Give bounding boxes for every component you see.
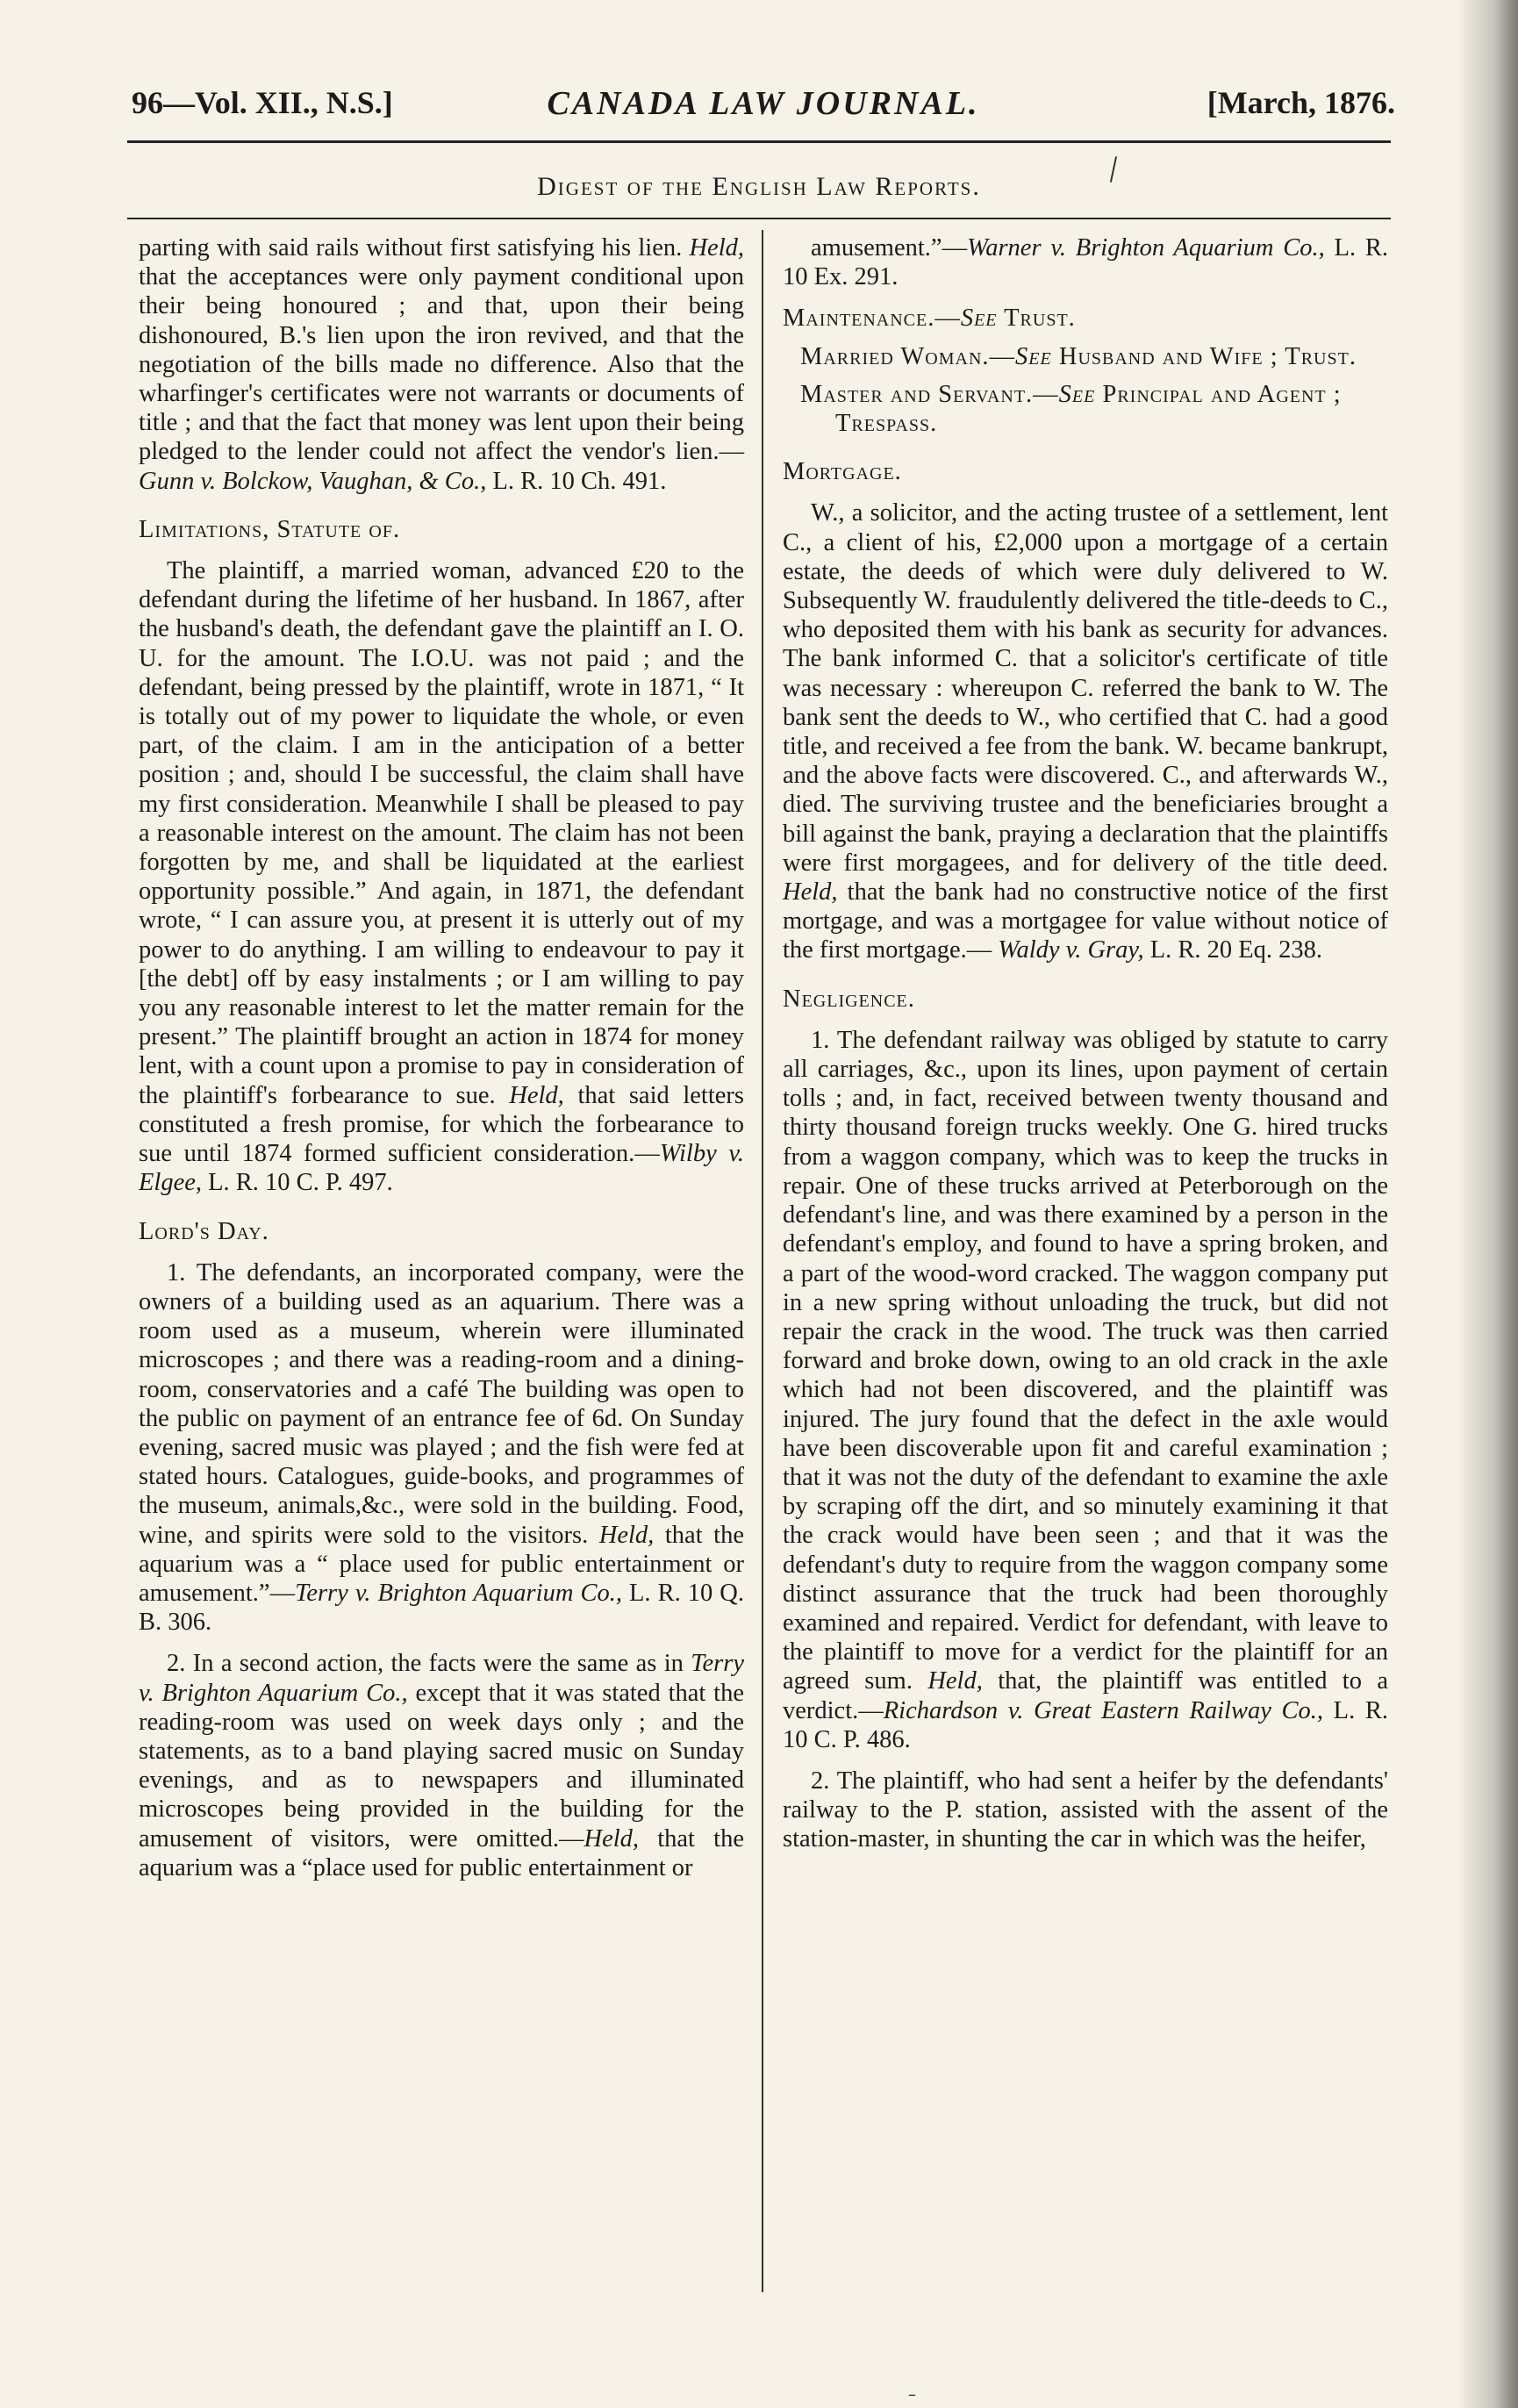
case-name: Wilby v. Elgee,: [139, 1140, 744, 1197]
held-label: Held,: [689, 234, 744, 262]
held-label: Held,: [509, 1081, 564, 1109]
text: that, the plaintiff was entitled to a verdict.—: [783, 1667, 1388, 1724]
paragraph-negligence-1: [783, 1026, 1388, 1754]
case-name: Terry v. Brighton Aquarium Co.,: [295, 1579, 622, 1607]
text: except that it was stated that the reading-room was used on week days only ; and the statements, as to a band playing sacred music on Sunday evenings, and as to newspapers and illuminated microscopes being provided in the building for the amusement of visitors, were omitted.—: [139, 1679, 744, 1853]
footer-mark: –: [908, 2385, 916, 2404]
case-name: Gunn v. Bolckow, Vaughan, & Co.,: [139, 467, 487, 495]
cross-reference: Trust.: [997, 305, 1076, 333]
header-rule: [127, 140, 1391, 143]
heading-limitations: Limitations, Statute of.: [139, 515, 401, 543]
citation: L. R. 10 C. P. 486.: [783, 1696, 1388, 1753]
heading-married-woman: [783, 342, 1388, 371]
held-label: Held,: [584, 1824, 640, 1853]
left-column: [139, 233, 744, 1895]
cross-reference: Husband and Wife ; Trust.: [1051, 342, 1357, 370]
column-divider: [762, 230, 763, 2292]
paragraph-limitations: [139, 556, 744, 1197]
header-date: [March, 1876.: [1207, 85, 1395, 120]
case-name: Waldy v. Gray,: [998, 936, 1144, 964]
text: 1. The defendants, an incorporated company, were the owners of a building used as an aquarium. There was a room used as a museum, wherein were illuminated microscopes ; and there was a reading-room and a dining-room, conservatories and a café The building was open to the public on payment of an entrance fee of 6d. On Sunday evening, sacred music was played ; and the fish were fed at stated hours. Catalogues, guide-books, and programmes of the museum, animals,&c., were sold in the building. Food, wine, and spirits were sold to the visitors.: [139, 1258, 744, 1549]
citation: L. R. 10 Q. B. 306.: [139, 1579, 744, 1637]
text: amusement.”—: [811, 234, 968, 262]
cross-reference: Principal and Agent ; Trespass.: [835, 380, 1342, 438]
binding-edge-shadow: [1457, 0, 1518, 2408]
held-label: Held,: [927, 1667, 983, 1695]
heading-mortgage: Mortgage.: [783, 458, 902, 486]
citation: L. R. 10 Ch. 491.: [486, 467, 667, 495]
subheader-rule: [127, 218, 1391, 219]
heading-maintenance: [783, 304, 1388, 333]
held-label: Held,: [598, 1521, 655, 1549]
see-label: See: [1058, 380, 1096, 408]
text: 1. The defendant railway was obliged by statute to carry all carriages, &c., upon its lines, upon payment of certain tolls ; and, in fact, received between twenty thousand and thirty thousand foreign trucks weekly. One G. hired trucks from a waggon company, which was to keep the trucks in repair. One of these trucks arrived at Peterborough on the defendant's line, and was there examined by a person in the defendant's employ, and found to have a spring broken, and a part of the wood-word cracked. The waggon company put in a new spring without unloading the truck, but did not repair the crack in the wood. The truck was then carried forward and broke down, owing to an old crack in the axle which had not been discovered, and the plaintiff was injured. The jury found that the defect in the axle would have been discoverable upon fit and careful examination ; that it was not the duty of the defendant to examine the axle by scraping off the dirt, and so minutely examining it that the crack would have been seen ; and that it was the defendant's duty to require from the waggon company some distinct assurance that the truck had been thoroughly examined and repaired. Verdict for defendant, with leave to the plaintiff to move for a verdict for the plaintiff for an agreed sum.: [783, 1026, 1388, 1695]
citation: L. R. 10 Ex. 291.: [783, 234, 1389, 291]
text: The plaintiff, a married woman, advanced £20 to the defendant during the lifetime of her husband. In 1867, after the husband's death, the defendant gave the plaintiff an I. O. U. for the amount. The I.O.U. was not paid ; and the defendant, being pressed by the plaintiff, wrote in 1871, “ It is totally out of my power to liquidate the whole, or even part, of the claim. I am in the anticipation of a better position ; and, should I be successful, the claim shall have my first consideration. Meanwhile I shall be pleased to pay a reasonable interest on the amount. The claim has not been forgotten by me, and shall be liquidated at the earliest opportunity possible.” And again, in 1871, the defendant wrote, “ I can assure you, at present it is utterly out of my power to do anything. I am willing to endeavour to pay it [the debt] off by easy instalments ; or I am willing to pay you any reasonable interest to let the matter remain for the present.” The plaintiff brought an action in 1874 for money lent, with a count upon a promise to pay in consideration of the plaintiff's forbearance to sue.: [139, 557, 744, 1109]
see-label: See: [1015, 342, 1052, 370]
header-journal-title: CANADA LAW JOURNAL.: [547, 85, 980, 122]
text: 2. In a second action, the facts were the same as in: [167, 1650, 691, 1678]
text: that said letters constituted a fresh promise, for which the forbearance to sue until 1874 formed sufficient consideration.—: [139, 1081, 745, 1168]
paragraph-negligence-2: [783, 1767, 1388, 1854]
case-name: Warner v. Brighton Aquarium Co.,: [967, 234, 1325, 262]
case-name: Terry v. Brighton Aquarium Co.,: [139, 1650, 744, 1707]
section-subheader: Digest of the English Law Reports.: [537, 172, 981, 201]
text: Married Woman.—: [800, 342, 1016, 370]
text: Maintenance.—: [783, 305, 961, 333]
text: that the aquarium was a “place used for public entertainment or: [139, 1824, 744, 1881]
header-volume: 96—Vol. XII., N.S.]: [132, 85, 393, 120]
citation: L. R. 10 C. P. 497.: [202, 1169, 393, 1197]
paragraph-lords-day-1: [139, 1258, 744, 1638]
text: W., a solicitor, and the acting trustee of a settlement, lent C., a client of his, £2,000 upon a mortgage of a certain estate, the deeds of which were duly delivered to W. Subsequently W. fraudulently delivered the title-deeds to C., who deposited them with his bank as security for advances. The bank informed C. that a solicitor's certificate of title was necessary : whereupon C. referred the bank to W. The bank sent the deeds to W., who certified that C. had a good title, and received a fee from the bank. W. became bankrupt, and the above facts were discovered. C., and afterwards W., died. The surviving trustee and the beneficiaries brought a bill against the bank, praying a declaration that the plaintiffs were first morgagees, and for delivery of the title deed.: [783, 499, 1388, 877]
heading-negligence: Negligence.: [783, 985, 915, 1013]
text: Master and Servant.—: [800, 380, 1059, 408]
heading-lords-day: Lord's Day.: [139, 1217, 269, 1245]
text: parting with said rails without first satisfying his lien.: [139, 234, 690, 262]
running-header: [132, 84, 1395, 137]
held-label: Held,: [783, 878, 838, 907]
paragraph-lords-day-2: [139, 1649, 744, 1882]
paragraph-warner-continuation: [783, 233, 1388, 291]
paragraph-mortgage: [783, 498, 1388, 964]
paragraph-lien-continuation: [139, 233, 744, 496]
text: 2. The plaintiff, who had sent a heifer by the defendants' railway to the P. station, assisted with the assent of the station-master, in shunting the car in which was the heifer,: [783, 1767, 1388, 1853]
case-name: Richardson v. Great Eastern Railway Co.,: [883, 1696, 1324, 1724]
text: that the aquarium was a “ place used for public entertainment or amusement.”—: [139, 1521, 744, 1607]
citation: L. R. 20 Eq. 238.: [1143, 936, 1323, 964]
heading-master-servant: [783, 380, 1388, 438]
text: that the bank had no constructive notice of the first mortgage, and was a mortgagee for value without notice of the first mortgage.—: [783, 878, 1388, 964]
see-label: See: [960, 305, 998, 333]
text: that the acceptances were only payment conditional upon their being honoured ; and that, upon their being dishonoured, B.'s lien upon the iron revived, and that the negotiation of the bills made no difference. Also that the wharfinger's certificates were not warrants or documents of title ; and that the fact that money was lent upon their being pledged to the lender could not affect the vendor's lien.—: [139, 263, 744, 466]
right-column: [783, 233, 1388, 1867]
